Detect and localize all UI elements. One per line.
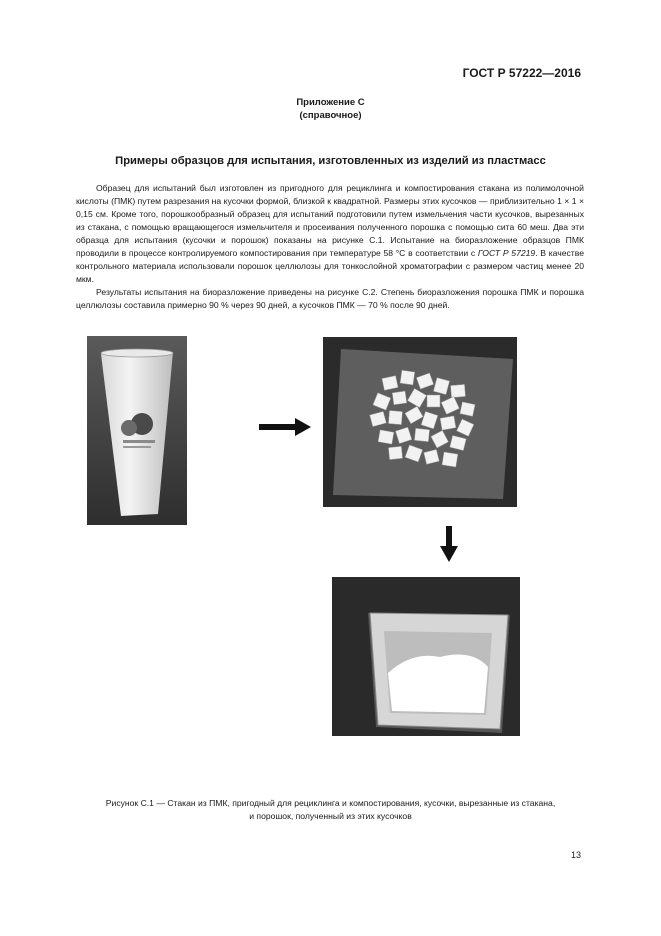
appendix-label — [0, 96, 661, 122]
paragraph-1 — [76, 182, 584, 286]
arrow-down-icon — [440, 526, 458, 562]
figure-caption-line-2: и порошок, полученный из этих кусочков — [249, 811, 412, 821]
powder-photo — [332, 577, 520, 736]
appendix-title: Приложение С — [296, 97, 365, 108]
standard-reference-link: ГОСТ Р 57219 — [477, 248, 536, 258]
section-heading: Примеры образцов для испытания, изготовленных из изделий из пластмасс — [115, 155, 546, 167]
pieces-illustration — [323, 337, 517, 507]
cup-illustration — [87, 336, 187, 525]
paragraph-1-part-b: . В качестве контрольного материала использовали порошок целлюлозы для тонкослойной хроматографии с размером частиц менее 20 мкм. — [76, 248, 584, 284]
body-text — [76, 182, 584, 312]
figure-caption — [0, 797, 661, 823]
arrow-right-icon — [259, 418, 311, 436]
paragraph-2: Результаты испытания на биоразложение приведены на рисунке С.2. Степень биоразложения порошка ПМК и порошка целлюлозы составила примерно 90 % через 90 дней, а кусочков ПМК — 70 % после 90 дней. — [76, 287, 584, 310]
figure-caption-line-1: Рисунок С.1 — Стакан из ПМК, пригодный для рециклинга и компостирования, кусочки, вырезанные из стакана, — [105, 798, 556, 808]
pieces-photo — [323, 337, 517, 507]
paragraph-1-part-a: Образец для испытаний был изготовлен из пригодного для рециклинга и компостирования стакана из полимолочной кислоты (ПМК) путем разрезания на кусочки формой, близкой к квадратной. Размеры этих кусочков — приблизительно 1 × 1 × 0,15 см. Кроме того, порошкообразный образец для испытаний подготовили путем измельчения части кусочков, вырезанных из стакана, с помощью вращающегося измельчителя и просеивания полученного порошка с помощью сита 60 меш. Два эти образца для испытания (кусочки и порошок) показаны на рисунке С.1. Испытание на биоразложение образцов ПМК проводили в процессе контролируемого компостирования при температуре 58 °С в соответствии с — [76, 183, 584, 258]
page-number: 13 — [570, 850, 581, 860]
powder-illustration — [332, 577, 520, 736]
document-code: ГОСТ Р 57222—2016 — [462, 66, 581, 80]
cup-photo — [87, 336, 187, 525]
appendix-subtitle: (справочное) — [299, 110, 362, 121]
